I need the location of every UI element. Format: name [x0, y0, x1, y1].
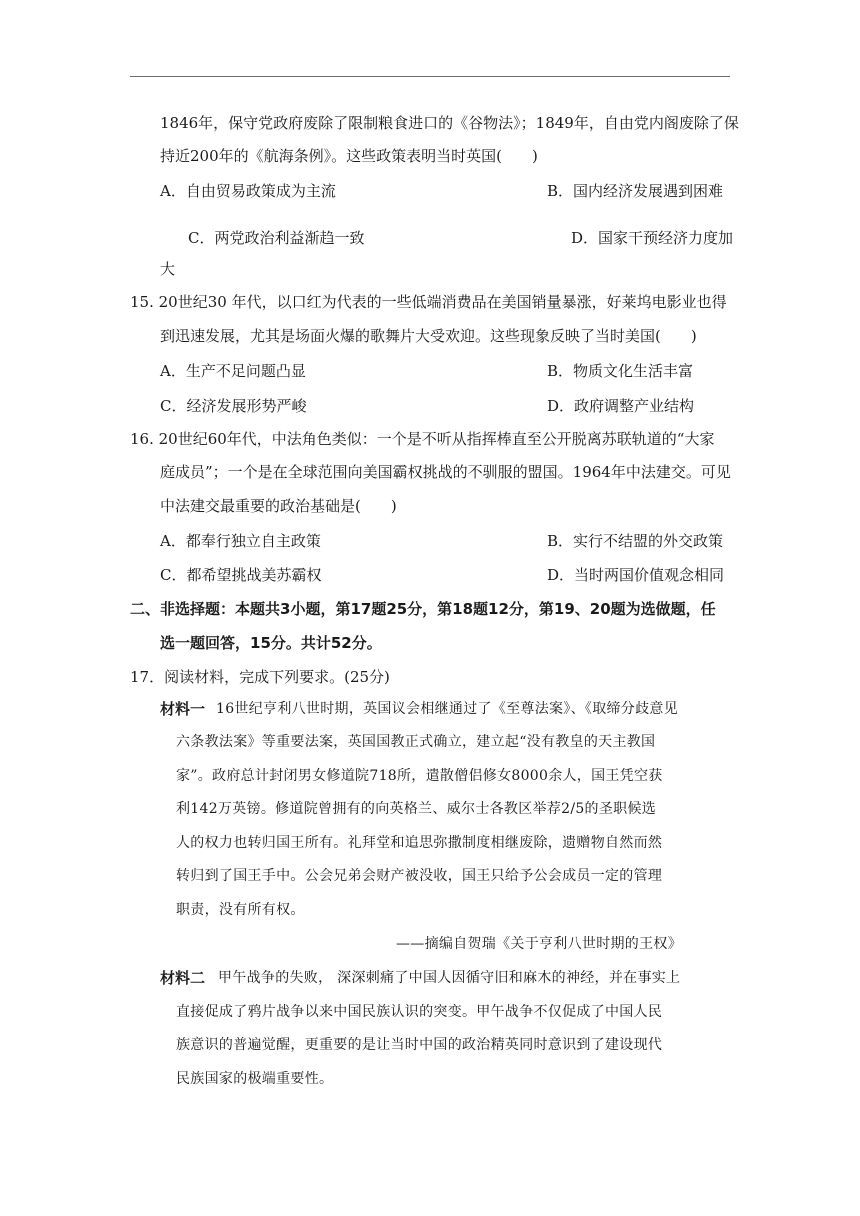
- material-1-line-1: 16世纪亨利八世时期，英国议会相继通过了《至尊法案》、《取缔分歧意见: [216, 701, 679, 717]
- q14-option-d-wrap: 大: [160, 260, 176, 278]
- material-2-line-1: 甲午战争的失败， 深深刺痛了中国人因循守旧和麻木的神经，并在事实上: [218, 970, 681, 986]
- material-1-line-7: 职责，没有所有权。: [176, 902, 305, 918]
- material-1-source: ——摘编自贺瑞《关于亨利八世时期的王权》: [396, 936, 682, 952]
- q14-option-a: A．自由贸易政策成为主流: [160, 182, 336, 200]
- q14-option-b: B．国内经济发展遇到困难: [547, 182, 724, 200]
- q16-stem-line-3: 中法建交最重要的政治基础是( ): [160, 497, 397, 515]
- header-rule: [130, 76, 730, 77]
- material-2-line-3: 族意识的普遍觉醒，更重要的是让当时中国的政治精英同时意识到了建设现代: [176, 1037, 663, 1053]
- material-2-label: 材料二: [160, 969, 206, 987]
- material-2-line-2: 直接促成了鸦片战争以来中国民族认识的突变。甲午战争不仅促成了中国人民: [176, 1004, 663, 1020]
- section-2-heading-line-1: 二、非选择题：本题共3小题，第17题25分，第18题12分，第19、20题为选做题，任: [130, 600, 716, 618]
- q14-option-c: C．两党政治利益渐趋一致: [188, 229, 365, 247]
- material-1-line-2: 六条教法案》等重要法案，英国国教正式确立，建立起“没有教皇的天主教国: [176, 734, 656, 750]
- q14-option-d: D．国家干预经济力度加: [571, 229, 734, 247]
- q15-stem-line-1: 15. 20世纪30 年代，以口红为代表的一些低端消费品在美国销量暴涨，好莱坞电影业也得: [130, 293, 727, 311]
- material-1-line-4: 利142万英镑。修道院曾拥有的向英格兰、威尔士各教区举荐2/5的圣职候选: [176, 801, 657, 817]
- q14-stem-line-1: 1846年，保守党政府废除了限制粮食进口的《谷物法》；1849年，自由党内阁废除了保: [160, 114, 739, 132]
- material-1-label: 材料一: [160, 700, 206, 718]
- material-2-line-4: 民族国家的极端重要性。: [176, 1071, 334, 1087]
- q15-option-a: A．生产不足问题凸显: [160, 362, 306, 380]
- q15-stem-line-2: 到迅速发展，尤其是场面火爆的歌舞片大受欢迎。这些现象反映了当时美国( ): [160, 327, 697, 345]
- q15-option-d: D．政府调整产业结构: [547, 397, 695, 415]
- q16-option-b: B．实行不结盟的外交政策: [547, 532, 724, 550]
- material-1-line-6: 转归到了国王手中。公会兄弟会财产被没收，国王只给予公会成员一定的管理: [176, 868, 663, 884]
- section-2-heading-line-2: 选一题回答，15分。共计52分。: [160, 634, 382, 652]
- q15-option-b: B．物质文化生活丰富: [547, 362, 694, 380]
- q16-option-a: A．都奉行独立自主政策: [160, 532, 321, 550]
- q16-option-d: D．当时两国价值观念相同: [547, 566, 725, 584]
- q16-stem-line-1: 16. 20世纪60年代，中法角色类似：一个是不听从指挥棒直至公开脱离苏联轨道的“大家: [130, 430, 715, 448]
- material-1-line-3: 家”。政府总计封闭男女修道院718所，遣散僧侣修女8000余人，国王凭空获: [176, 768, 663, 784]
- q14-stem-line-2: 持近200年的《航海条例》。这些政策表明当时英国( ): [160, 147, 538, 165]
- material-1-line-5: 人的权力也转归国王所有。礼拜堂和追思弥撒制度相继废除，遗赠物自然而然: [176, 835, 663, 851]
- q15-option-c: C．经济发展形势严峻: [160, 397, 307, 415]
- q17-stem: 17．阅读材料，完成下列要求。(25分): [130, 668, 390, 686]
- q16-stem-line-2: 庭成员”；一个是在全球范围向美国霸权挑战的不驯服的盟国。1964年中法建交。可见: [160, 463, 731, 481]
- q16-option-c: C．都希望挑战美苏霸权: [160, 566, 322, 584]
